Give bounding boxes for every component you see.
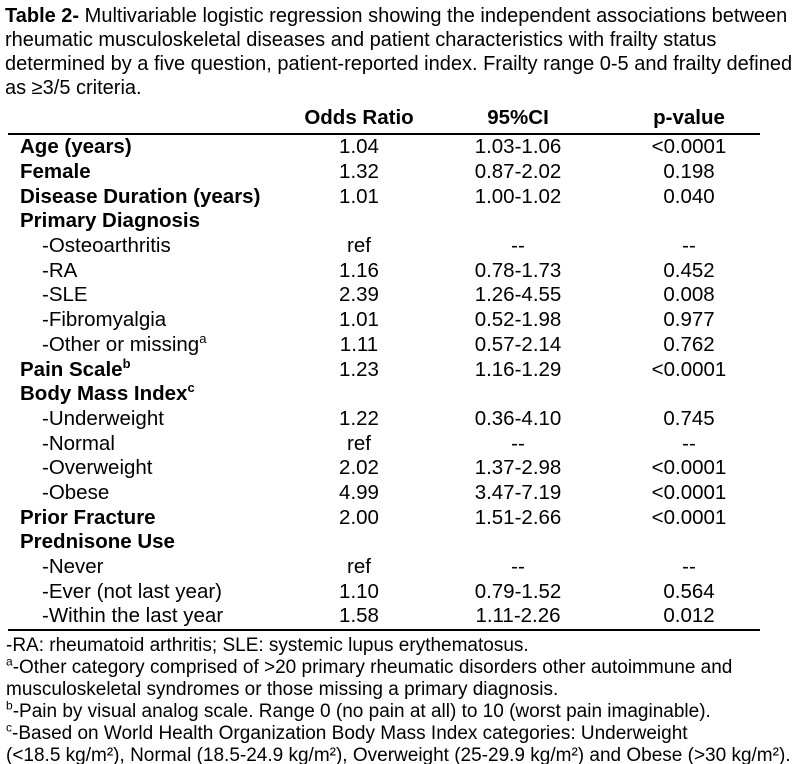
ci-value: 0.78-1.73 — [474, 258, 562, 282]
row-label: Age (years) — [20, 135, 132, 159]
row-label: -Normal — [42, 431, 115, 455]
row-label: -Fibromyalgia — [42, 308, 167, 332]
row-label: -Other or missing$^a$ — [42, 331, 207, 356]
footnote-text: -RA: rheumatoid arthritis; SLE: systemic lupus erythematosus. — [6, 634, 529, 656]
table-row-ever-not-last-year — [8, 579, 760, 604]
ci-value: 1.00-1.02 — [474, 184, 562, 208]
table-row-fibromyalgia — [8, 308, 760, 333]
p-value: 0.977 — [663, 308, 715, 332]
table-row-normal — [8, 431, 760, 456]
p-value: <0.0001 — [651, 505, 727, 529]
ci-value: -- — [511, 555, 525, 579]
odds-ratio-value: 1.10 — [339, 579, 379, 603]
ci-value: 1.16-1.29 — [474, 357, 562, 381]
footnote-marker: c — [187, 380, 195, 396]
table-header — [8, 104, 760, 134]
row-label: -Obese — [42, 480, 110, 504]
row-label: Body Mass Index$^c$ — [20, 380, 195, 406]
table-row-sle — [8, 283, 760, 308]
odds-ratio-value: 2.00 — [339, 505, 379, 529]
p-value: 0.745 — [663, 406, 715, 430]
table-row-ra — [8, 258, 760, 283]
footnote-abbreviations — [6, 635, 795, 657]
ci-value: 1.37-2.98 — [474, 456, 562, 480]
row-label: Disease Duration (years) — [20, 184, 261, 208]
row-label: Pain Scale$^b$ — [20, 355, 131, 381]
row-label: Prior Fracture — [20, 505, 156, 529]
odds-ratio-value: 4.99 — [339, 480, 379, 504]
odds-ratio-value: 1.01 — [339, 308, 379, 332]
table-row-overweight — [8, 456, 760, 481]
row-label: Prednisone Use — [20, 530, 175, 554]
table-row-age — [8, 134, 760, 160]
ci-value: 1.51-2.66 — [474, 505, 562, 529]
table-row-within-last-year — [8, 604, 760, 630]
p-value: 0.762 — [663, 332, 715, 356]
p-value: 0.040 — [663, 184, 715, 208]
odds-ratio-value — [300, 382, 418, 407]
p-value: <0.0001 — [651, 480, 727, 504]
row-label: -Ever (not last year) — [42, 579, 222, 603]
p-value: <0.0001 — [651, 357, 727, 381]
odds-ratio-value: 1.23 — [339, 357, 379, 381]
table-caption-text: Multivariable logistic regression showing the independent associations between rheumatic musculoskeletal diseases and patient characteristics with frailty status determined by a five question, patient-reported index. Frailty range 0-5 and frailty defined as ≥3/5 criteria. — [5, 5, 793, 99]
ci-value: 1.03-1.06 — [474, 135, 562, 159]
row-label: -RA — [42, 258, 78, 282]
row-label: -Within the last year — [42, 604, 224, 628]
odds-ratio-value: 1.04 — [339, 135, 379, 159]
table-row-disease-duration — [8, 184, 760, 209]
row-label: -Overweight — [42, 456, 153, 480]
footnote-sup: c — [6, 720, 12, 735]
footnote-marker: b — [122, 355, 131, 371]
p-value: -- — [682, 234, 696, 258]
table-row-primary-diagnosis — [8, 209, 760, 234]
p-value: 0.012 — [663, 604, 715, 628]
p-value: -- — [682, 431, 696, 455]
p-value: 0.452 — [663, 258, 715, 282]
table-caption-number: Table 2- — [5, 5, 80, 27]
odds-ratio-value: 1.58 — [339, 604, 379, 628]
footnotes — [6, 635, 795, 764]
ci-value: 0.57-2.14 — [474, 332, 562, 356]
odds-ratio-value: ref — [347, 431, 371, 455]
table-row-pain-scale — [8, 357, 760, 382]
row-label: Female — [20, 160, 91, 184]
odds-ratio-value: 1.32 — [339, 160, 379, 184]
footnote-sup: b — [6, 698, 13, 713]
odds-ratio-value: 1.11 — [339, 332, 379, 356]
odds-ratio-value: 2.39 — [339, 283, 379, 307]
footnote-marker: a — [199, 331, 207, 347]
ci-value: 0.87-2.02 — [474, 160, 562, 184]
p-value: <0.0001 — [651, 456, 727, 480]
odds-ratio-value: ref — [347, 555, 371, 579]
odds-ratio-value — [300, 530, 418, 555]
col-header-empty — [8, 104, 300, 134]
table-row-prednisone-use — [8, 530, 760, 555]
p-value — [618, 209, 760, 234]
ci-value: 0.36-4.10 — [474, 406, 562, 430]
ci-value — [418, 382, 618, 407]
table-body — [8, 134, 760, 630]
row-label: -Osteoarthritis — [42, 234, 171, 258]
ci-value — [418, 530, 618, 555]
footnote-text: musculoskeletal syndromes or those missing a primary diagnosis. — [6, 678, 559, 700]
p-value: <0.0001 — [651, 135, 727, 159]
table-row-osteoarthritis — [8, 234, 760, 259]
footnote-text: -Other category comprised of >20 primary rheumatic disorders other autoimmune and — [12, 656, 733, 678]
odds-ratio-value: 2.02 — [339, 456, 379, 480]
p-value — [618, 530, 760, 555]
col-header-p-value: p-value — [653, 106, 725, 129]
table-row-obese — [8, 481, 760, 506]
table-row-female — [8, 160, 760, 185]
row-label: -Never — [42, 555, 104, 579]
regression-table — [8, 104, 760, 631]
row-label: Primary Diagnosis — [20, 209, 201, 233]
table-row-underweight — [8, 407, 760, 432]
col-header-95ci: 95%CI — [487, 106, 549, 129]
odds-ratio-value: 1.16 — [339, 258, 379, 282]
footnote-text: -Based on World Health Organization Body Mass Index categories: Underweight — [12, 722, 688, 744]
col-header-odds-ratio: Odds Ratio — [304, 106, 414, 129]
row-label: -SLE — [42, 283, 88, 307]
footnote-sup: a — [6, 654, 13, 669]
ci-value: -- — [511, 234, 525, 258]
table-row-never — [8, 555, 760, 580]
odds-ratio-value: 1.22 — [339, 406, 379, 430]
footnote-text: -Pain by visual analog scale. Range 0 (no pain at all) to 10 (worst pain imaginable). — [12, 700, 711, 722]
ci-value — [418, 209, 618, 234]
header-row — [8, 104, 760, 134]
table-row-prior-fracture — [8, 505, 760, 530]
ci-value: 3.47-7.19 — [474, 480, 562, 504]
row-label: -Underweight — [42, 406, 164, 430]
footnote-b — [6, 698, 795, 723]
odds-ratio-value: ref — [347, 234, 371, 258]
odds-ratio-value — [300, 209, 418, 234]
ci-value: 0.52-1.98 — [474, 308, 562, 332]
footnote-a-line-2 — [6, 679, 795, 701]
p-value: 0.198 — [663, 160, 715, 184]
footnote-c-line-1 — [6, 720, 795, 745]
ci-value: 1.11-2.26 — [475, 604, 561, 628]
table-row-body-mass-index — [8, 382, 760, 407]
table-caption — [5, 4, 797, 100]
p-value — [618, 382, 760, 407]
ci-value: 0.79-1.52 — [474, 579, 562, 603]
p-value: -- — [682, 555, 696, 579]
odds-ratio-value: 1.01 — [339, 184, 379, 208]
ci-value: -- — [511, 431, 525, 455]
p-value: 0.008 — [663, 283, 715, 307]
p-value: 0.564 — [663, 579, 715, 603]
footnote-c-line-2 — [6, 745, 795, 764]
footnote-a-line-1 — [6, 654, 795, 679]
ci-value: 1.26-4.55 — [474, 283, 562, 307]
footnote-text: (<18.5 kg/m²), Normal (18.5-24.9 kg/m²), Overweight (25-29.9 kg/m²) and Obese (>30 kg/m²). — [6, 744, 791, 764]
table-row-other-or-missing — [8, 333, 760, 358]
